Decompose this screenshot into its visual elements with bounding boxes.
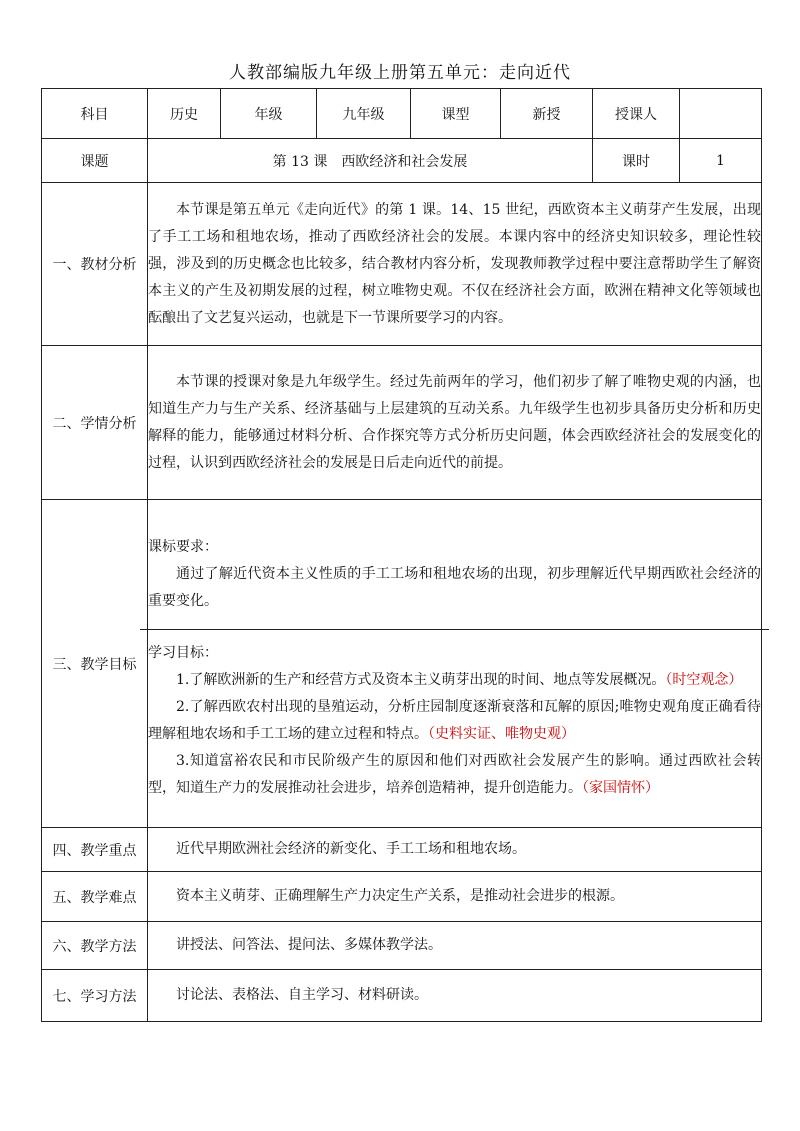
- key-points-row: [42, 828, 762, 872]
- study-goal-2: [148, 694, 761, 748]
- study-goal-1-tag: （时空观念）: [665, 671, 743, 688]
- type-label: 课型: [411, 89, 501, 139]
- key-points-text: 近代早期欧洲社会经济的新变化、手工工场和租地农场。: [176, 841, 526, 857]
- textbook-analysis-text: 本节课是第五单元《走向近代》的第 1 课。14、15 世纪，西欧资本主义萌芽产生发展，出现了手工工场和租地农场，推动了西欧经济社会的发展。本课内容中的经济史知识较多，理论性较强，涉及到的历史概念也比较多，结合教材内容分析，发现教师教学过程中要注意帮助学生了解资本主义的产生及初期发展的过程，树立唯物史观。不仅在经济社会方面，欧洲在精神文化等领域也酝酿出了文艺复兴运动，也就是下一节课所要学习的内容。: [148, 201, 761, 326]
- difficulties-label: 五、教学难点: [42, 872, 148, 922]
- study-goal-3: [148, 748, 761, 802]
- textbook-analysis-label: 一、教材分析: [42, 183, 148, 346]
- study-goal-2-tag: （史料实证、唯物史观）: [428, 725, 575, 742]
- teaching-goals-label: 三、教学目标: [42, 500, 148, 828]
- subject-value: 历史: [148, 89, 221, 139]
- subject-label: 科目: [42, 89, 148, 139]
- study-goal-1: [148, 667, 761, 694]
- curriculum-standard-heading: 课标要求：: [148, 538, 218, 555]
- student-analysis-label: 二、学情分析: [42, 346, 148, 500]
- lesson-plan-table: [41, 88, 762, 1022]
- hours-label: 课时: [593, 139, 680, 183]
- curriculum-standard-block: [148, 522, 761, 629]
- learning-methods-row: [42, 970, 762, 1022]
- document-title: 人教部编版九年级上册第五单元：走向近代: [229, 63, 571, 83]
- key-points-label: 四、教学重点: [42, 828, 148, 872]
- grade-label: 年级: [221, 89, 317, 139]
- difficulties-cell: [148, 872, 762, 922]
- topic-row: [42, 139, 762, 183]
- textbook-analysis-cell: [148, 183, 762, 346]
- learning-methods-text: 讨论法、表格法、自主学习、材料研读。: [176, 987, 428, 1003]
- teaching-methods-label: 六、教学方法: [42, 922, 148, 970]
- student-analysis-text: 本节课的授课对象是九年级学生。经过先前两年的学习，他们初步了解了唯物史观的内涵，也知道生产力与生产关系、经济基础与上层建筑的互动关系。九年级学生也初步具备历史分析和历史解释的能力，能够通过材料分析、合作探究等方式分析历史问题，体会西欧经济社会的发展变化的过程，认识到西欧经济社会的发展是日后走向近代的前提。: [148, 373, 761, 471]
- key-points-cell: [148, 828, 762, 872]
- textbook-analysis-row: [42, 183, 762, 346]
- teaching-goals-cell: [148, 500, 762, 828]
- study-goals-block: [140, 629, 769, 806]
- teaching-methods-cell: [148, 922, 762, 970]
- teaching-methods-text: 讲授法、问答法、提问法、多媒体教学法。: [176, 937, 442, 953]
- study-goal-1-text: 1.了解欧洲新的生产和经营方式及资本主义萌芽出现的时间、地点等发展概况。: [176, 671, 666, 688]
- teacher-label: 授课人: [593, 89, 680, 139]
- type-value: 新授: [501, 89, 593, 139]
- study-goal-3-tag: （家国情怀）: [582, 779, 659, 796]
- hours-value: 1: [680, 139, 762, 183]
- grade-value: 九年级: [317, 89, 411, 139]
- topic-label: 课题: [42, 139, 148, 183]
- topic-value: 第 13 课 西欧经济和社会发展: [148, 139, 593, 183]
- student-analysis-row: [42, 346, 762, 500]
- study-goal-3-text: 3.知道富裕农民和市民阶级产生的原因和他们对西欧社会发展产生的影响。通过西欧社会转型，知道生产力的发展推动社会进步，培养创造精神，提升创造能力。: [148, 752, 761, 796]
- header-row: [42, 89, 762, 139]
- teaching-methods-row: [42, 922, 762, 970]
- teaching-goals-row: [42, 500, 762, 828]
- study-goal-2-text: 2.了解西欧农村出现的垦殖运动，分析庄园制度逐渐衰落和瓦解的原因;唯物史观角度正确看待理解租地农场和手工工场的建立过程和特点。: [148, 698, 761, 742]
- difficulties-row: [42, 872, 762, 922]
- learning-methods-cell: [148, 970, 762, 1022]
- student-analysis-cell: [148, 346, 762, 500]
- curriculum-standard-text: 通过了解近代资本主义性质的手工工场和租地农场的出现，初步理解近代早期西欧社会经济的重要变化。: [148, 565, 761, 609]
- learning-methods-label: 七、学习方法: [42, 970, 148, 1022]
- teacher-value: [680, 89, 762, 139]
- study-goals-heading: 学习目标：: [148, 644, 218, 661]
- difficulties-text: 资本主义萌芽、正确理解生产力决定生产关系，是推动社会进步的根源。: [176, 888, 624, 904]
